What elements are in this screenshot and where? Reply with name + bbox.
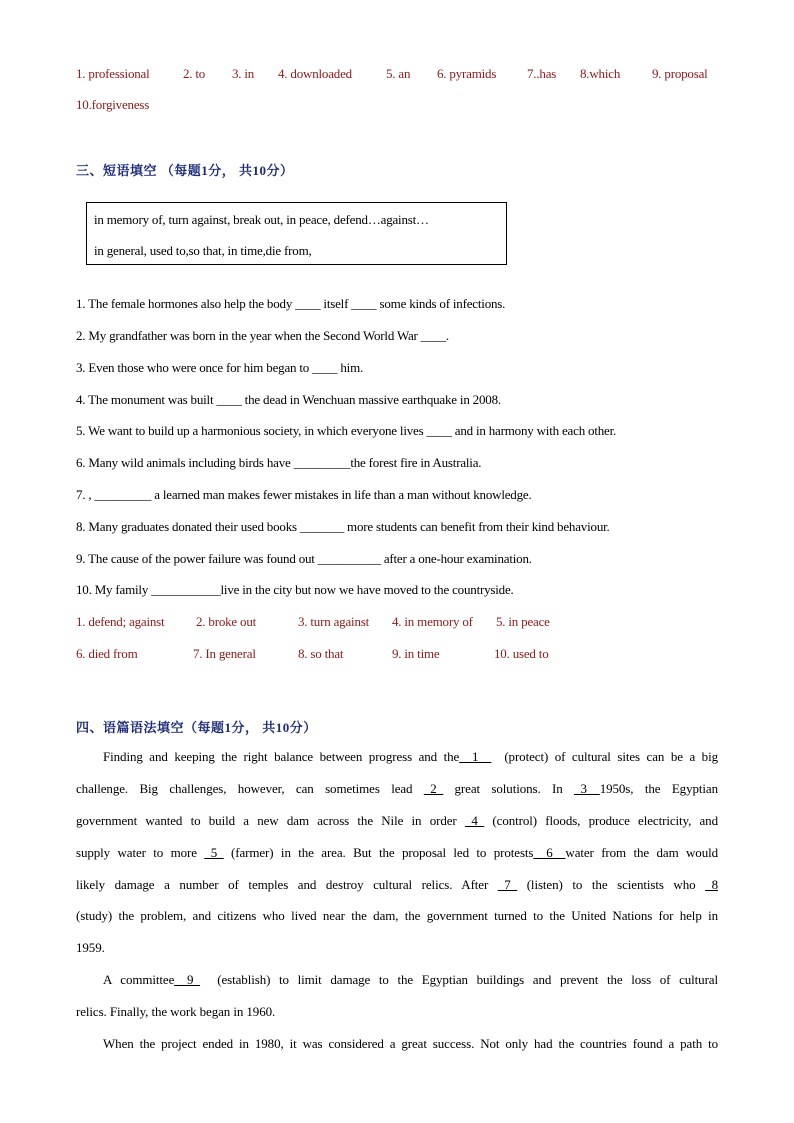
answer-row	[76, 66, 718, 82]
blank: __9_	[174, 972, 200, 987]
question-line: 4. The monument was built ____ the dead in Wenchuan massive earthquake in 2008.	[76, 392, 501, 407]
question-line: 9. The cause of the power failure was found out __________ after a one-hour examination.	[76, 551, 532, 566]
passage-line: When the project ended in 1980, it was considered a great success. Not only had the countries found a path to	[103, 1036, 718, 1051]
section-heading: 三、短语填空 （每题1分， 共10分）	[76, 163, 294, 178]
answer-item: 5. an	[386, 66, 411, 81]
word-bank-line: in general, used to,so that, in time,die from,	[94, 243, 312, 258]
passage-line: 1959.	[76, 940, 105, 955]
answer-item: 4. in memory of	[392, 614, 473, 629]
passage-line: challenge. Big challenges, however, can sometimes lead _2_ great solutions. In _3__1950s, the Egyptian	[76, 781, 718, 796]
blank: _2_	[423, 781, 444, 796]
passage-line: (study) the problem, and citizens who lived near the dam, the government turned to the United Nations for help in	[76, 908, 718, 923]
answer-item: 8. so that	[298, 646, 344, 661]
section-heading: 四、语篇语法填空（每题1分， 共10分）	[76, 720, 317, 735]
blank: _8	[705, 877, 718, 892]
answer-row	[76, 614, 718, 630]
passage-line: supply water to more _5_ (farmer) in the area. But the proposal led to protests__6__water from the dam would	[76, 845, 719, 860]
question-line: 3. Even those who were once for him began to ____ him.	[76, 360, 364, 375]
question-line: 10. My family ___________live in the city but now we have moved to the countryside.	[76, 582, 514, 597]
blank: _7_	[497, 877, 518, 892]
answer-item: 2. to	[183, 66, 206, 81]
answer-item: 9. proposal	[652, 66, 708, 81]
answer-item: 10. used to	[494, 646, 549, 661]
answer-item: 7..has	[527, 66, 557, 81]
answer-item: 6. pyramids	[437, 66, 497, 81]
passage-line: A committee__9_ (establish) to limit damage to the Egyptian buildings and prevent the loss of cultural	[103, 972, 718, 987]
blank: _5_	[204, 845, 224, 860]
answer-item: 10.forgiveness	[76, 97, 150, 112]
question-line: 1. The female hormones also help the body ____ itself ____ some kinds of infections.	[76, 296, 506, 311]
answer-item: 7. In general	[193, 646, 256, 661]
answer-item: 3. turn against	[298, 614, 370, 629]
passage-line: Finding and keeping the right balance between progress and the__1__ (protect) of cultural sites can be a big	[103, 749, 718, 764]
question-line: 2. My grandfather was born in the year when the Second World War ____.	[76, 328, 449, 343]
question-line: 7. , _________ a learned man makes fewer mistakes in life than a man without knowledge.	[76, 487, 532, 502]
word-bank-line: in memory of, turn against, break out, in peace, defend…against…	[94, 212, 429, 227]
blank: __1__	[459, 749, 492, 764]
answer-row	[76, 646, 718, 662]
answer-item: 9. in time	[392, 646, 440, 661]
passage-line: government wanted to build a new dam across the Nile in order _4_ (control) floods, produce electricity, and	[76, 813, 718, 828]
blank: _4_	[464, 813, 485, 828]
word-bank-box	[86, 202, 507, 265]
answer-item: 1. defend; against	[76, 614, 165, 629]
answer-item: 8.which	[580, 66, 621, 81]
blank: _3__	[574, 781, 600, 796]
answer-item: 6. died from	[76, 646, 138, 661]
passage-line: relics. Finally, the work began in 1960.	[76, 1004, 276, 1019]
blank: __6__	[533, 845, 566, 860]
question-line: 8. Many graduates donated their used books _______ more students can benefit from their kind behaviour.	[76, 519, 610, 534]
answer-item: 2. broke out	[196, 614, 257, 629]
question-line: 5. We want to build up a harmonious society, in which everyone lives ____ and in harmony with each other.	[76, 423, 617, 438]
answer-item: 1. professional	[76, 66, 150, 81]
answer-item: 4. downloaded	[278, 66, 352, 81]
passage-line: likely damage a number of temples and destroy cultural relics. After _7_ (listen) to the scientists who _8	[76, 877, 718, 892]
answer-item: 5. in peace	[496, 614, 550, 629]
answer-item: 3. in	[232, 66, 255, 81]
question-line: 6. Many wild animals including birds have _________the forest fire in Australia.	[76, 455, 482, 470]
